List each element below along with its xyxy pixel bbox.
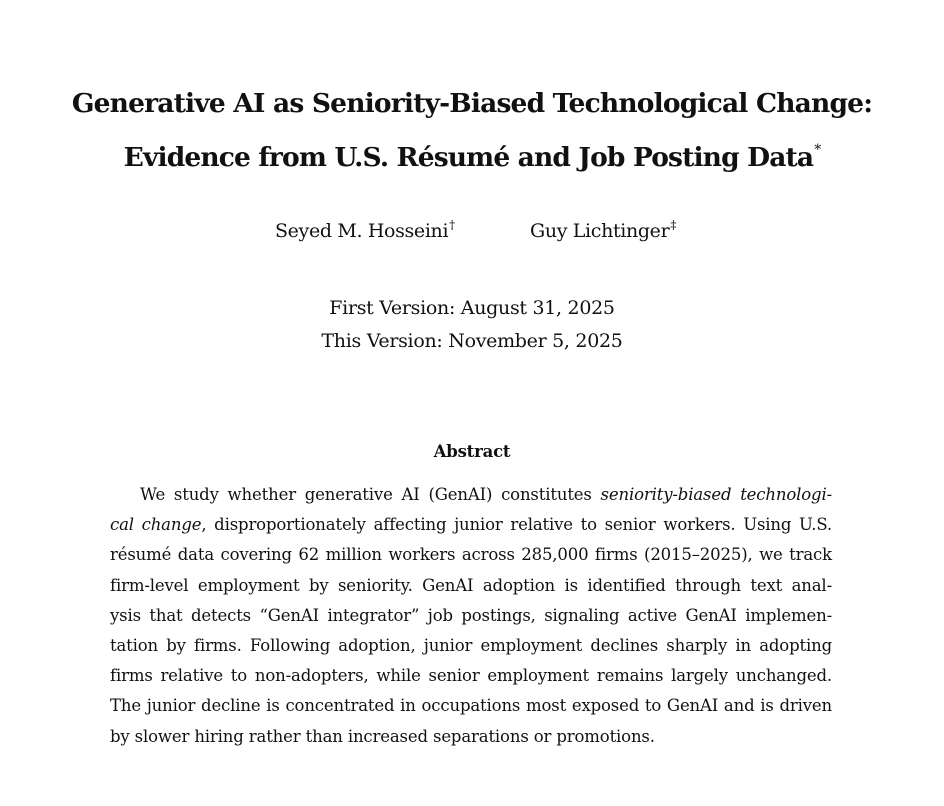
abstract-text: The junior decline is concentrated in occupations most exposed to GenAI and is driven	[110, 696, 832, 716]
first-version-date: First Version: August 31, 2025	[329, 297, 615, 319]
abstract-line	[110, 661, 832, 691]
abstract-text: firm-level employment by seniority. GenAI adoption is identified through text anal-	[110, 575, 832, 595]
abstract-emphasis: seniority-biased technologi-	[600, 485, 832, 504]
author-footnote-mark[interactable]: †	[449, 218, 455, 232]
abstract-text: , disproportionately affecting junior relative to senior workers. Using U.S.	[201, 515, 832, 535]
author-name: Guy Lichtinger	[530, 220, 670, 242]
author-name: Seyed M. Hosseini	[275, 220, 449, 242]
abstract-line	[110, 480, 832, 510]
abstract-line	[110, 722, 832, 752]
author-list	[0, 220, 944, 254]
abstract-text: tation by firms. Following adoption, junior employment declines sharply in adopting	[110, 636, 832, 656]
version-dates	[0, 292, 944, 358]
paper-title	[0, 77, 944, 185]
abstract-line	[110, 691, 832, 721]
abstract-text: by slower hiring rather than increased separations or promotions.	[110, 726, 655, 746]
author-footnote-mark[interactable]: ‡	[670, 218, 676, 232]
abstract-text: We study whether generative AI (GenAI) constitutes	[140, 485, 601, 504]
abstract-line	[110, 510, 832, 540]
abstract-line	[110, 601, 832, 631]
title-line-1: Generative AI as Seniority-Biased Technological Change:	[71, 88, 873, 119]
abstract-text: résumé data covering 62 million workers across 285,000 firms (2015–2025), we track	[110, 545, 832, 565]
abstract-heading: Abstract	[433, 442, 511, 461]
abstract-emphasis: cal change	[110, 515, 202, 535]
abstract-line	[110, 540, 832, 570]
abstract-text: firms relative to non-adopters, while senior employment remains largely unchanged.	[110, 666, 832, 686]
title-footnote-mark[interactable]: *	[814, 142, 821, 158]
this-version-date: This Version: November 5, 2025	[321, 330, 623, 352]
author-lichtinger	[530, 220, 676, 242]
abstract-body	[110, 480, 832, 752]
title-line-2	[0, 131, 944, 185]
abstract-line	[110, 631, 832, 661]
abstract-line	[110, 571, 832, 601]
author-hosseini	[275, 220, 455, 242]
abstract-text: ysis that detects “GenAI integrator” job postings, signaling active GenAI implemen-	[110, 605, 832, 625]
title-line-2-text: Evidence from U.S. Résumé and Job Posting Data	[123, 142, 814, 173]
